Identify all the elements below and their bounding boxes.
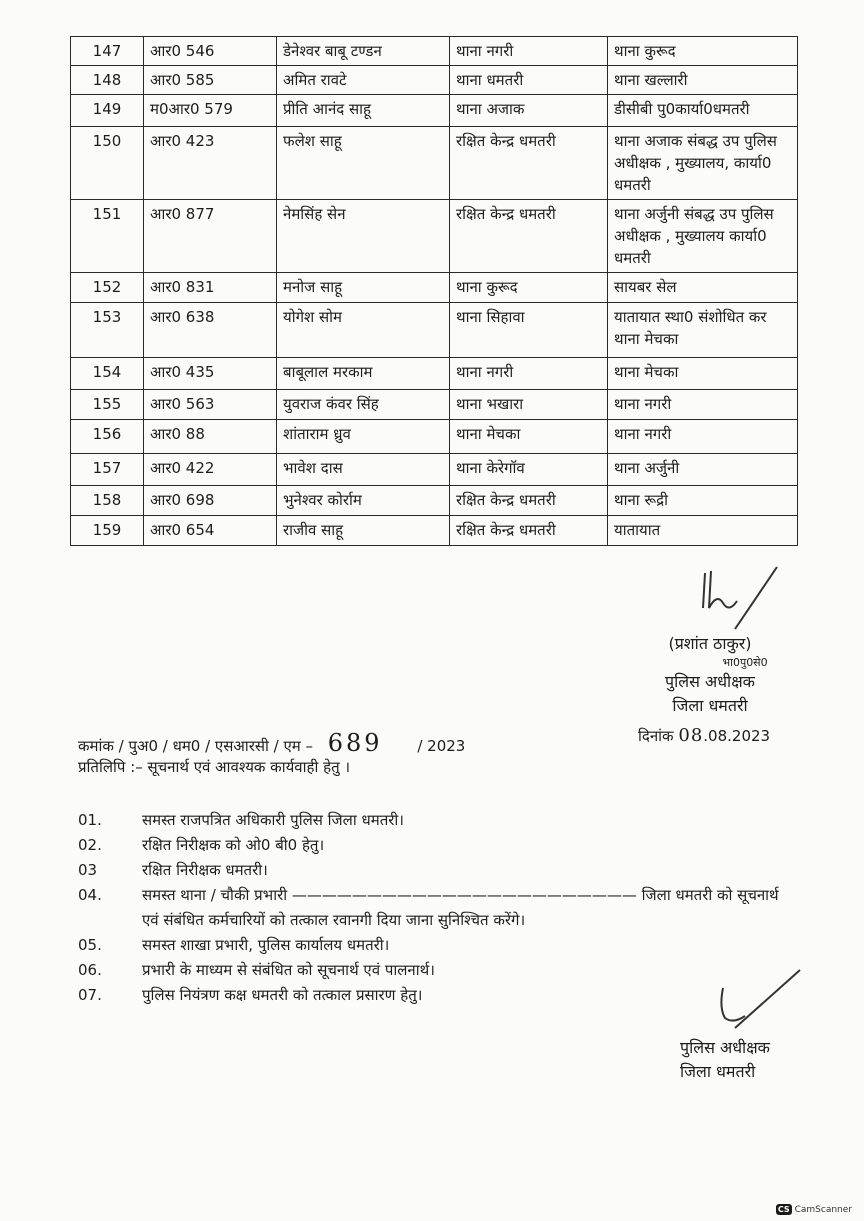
cell-from: रक्षित केन्द्र धमतरी [450,200,608,273]
cell-name: फलेश साहू [277,127,450,200]
date-rest: .08.2023 [703,727,771,745]
cell-name: भावेश दास [277,454,450,486]
cell-rank-no: आर0 422 [144,454,277,486]
cell-sno: 149 [71,95,144,127]
cell-to: थाना अर्जुनी [608,454,798,486]
cell-from: थाना नगरी [450,358,608,390]
cell-rank-no: आर0 654 [144,516,277,546]
cell-to: थाना नगरी [608,420,798,454]
cell-rank-no: आर0 88 [144,420,277,454]
cell-from: थाना मेचका [450,420,608,454]
signatory-designation: पुलिस अधीक्षक [665,672,755,691]
cell-name: भुनेश्वर कोर्राम [277,486,450,516]
cell-name: युवराज कंवर सिंह [277,390,450,420]
cell-to: यातायात स्था0 संशोधित कर थाना मेचका [608,303,798,358]
item-number: 07. [78,986,102,1004]
cell-rank-no: आर0 585 [144,66,277,95]
table-row [71,358,798,390]
cell-sno: 152 [71,273,144,303]
copy-list-item [78,808,798,833]
cell-rank-no: आर0 423 [144,127,277,200]
cell-from: थाना अजाक [450,95,608,127]
item-number: 06. [78,961,102,979]
table-row [71,127,798,200]
signatory-block [630,632,790,718]
cell-name: डेनेश्वर बाबू टण्डन [277,37,450,66]
copy-list-item [78,858,798,883]
cell-to: सायबर सेल [608,273,798,303]
table-row [71,66,798,95]
cell-rank-no: आर0 877 [144,200,277,273]
cell-rank-no: आर0 698 [144,486,277,516]
date-label: दिनांक [638,727,674,745]
cell-from: थाना धमतरी [450,66,608,95]
cell-from: रक्षित केन्द्र धमतरी [450,127,608,200]
table-row [71,95,798,127]
date-day: 08 [678,725,704,746]
cell-from: थाना केरेगॉव [450,454,608,486]
item-text: पुलिस नियंत्रण कक्ष धमतरी को तत्काल प्रसारण हेतु। [142,986,423,1004]
cell-rank-no: आर0 638 [144,303,277,358]
camscanner-watermark [776,1204,852,1215]
cell-to: यातायात [608,516,798,546]
cell-name: प्रीति आनंद साहू [277,95,450,127]
cell-to: थाना मेचका [608,358,798,390]
cell-name: नेमसिंह सेन [277,200,450,273]
copy-list-item [78,933,798,958]
signatory-district: जिला धमतरी [672,696,748,715]
cell-to: थाना अजाक संबद्ध उप पुलिस अधीक्षक , मुख्यालय, कार्या0 धमतरी [608,127,798,200]
reference-number: 689 [327,729,383,757]
cell-name: योगेश सोम [277,303,450,358]
table-row [71,273,798,303]
cell-rank-no: आर0 546 [144,37,277,66]
cell-to: थाना अर्जुनी संबद्ध उप पुलिस अधीक्षक , मुख्यालय कार्या0 धमतरी [608,200,798,273]
item-text: समस्त शाखा प्रभारी, पुलिस कार्यालय धमतरी। [142,936,390,954]
cell-sno: 158 [71,486,144,516]
reference-year: / 2023 [417,737,466,755]
cell-sno: 153 [71,303,144,358]
copy-list-item [78,833,798,858]
table-row [71,390,798,420]
camscanner-logo-icon: CS [777,1205,790,1214]
transfer-table [70,36,798,546]
footer-designation: पुलिस अधीक्षक [680,1038,770,1057]
cell-from: रक्षित केन्द्र धमतरी [450,516,608,546]
copy-list-item [78,958,798,983]
cell-name: शांताराम ध्रुव [277,420,450,454]
cell-rank-no: आर0 831 [144,273,277,303]
copy-list-item [78,983,798,1008]
reference-prefix: कमांक / पुअ0 / धम0 / एसआरसी / एम – [78,737,313,755]
reference-line [78,729,466,757]
table-row [71,303,798,358]
cell-sno: 157 [71,454,144,486]
cell-sno: 147 [71,37,144,66]
footer-sign-block [680,1036,770,1084]
cell-rank-no: आर0 563 [144,390,277,420]
item-text: प्रभारी के माध्यम से संबंधित को सूचनार्थ एवं पालनार्थ। [142,961,435,979]
cell-sno: 159 [71,516,144,546]
cell-to: डीसीबी पु0कार्या0धमतरी [608,95,798,127]
cell-sno: 150 [71,127,144,200]
item-text: रक्षित निरीक्षक धमतरी। [142,861,268,879]
cell-name: राजीव साहू [277,516,450,546]
cell-name: मनोज साहू [277,273,450,303]
item-number: 05. [78,936,102,954]
copy-line: प्रतिलिपि :– सूचनार्थ एवं आवश्यक कार्यवाही हेतु । [78,758,351,776]
table-row [71,516,798,546]
table-row [71,486,798,516]
cell-sno: 156 [71,420,144,454]
cell-sno: 155 [71,390,144,420]
item-text: समस्त थाना / चौकी प्रभारी ——————————————————————— जिला धमतरी को सूचनार्थ एवं संबंधित कर्मचारियों को तत्काल रवानगी दिया जाना सुनिश्चित करेंगे। [142,886,779,929]
cell-name: बाबूलाल मरकाम [277,358,450,390]
footer-district: जिला धमतरी [680,1062,756,1081]
signature-top [695,563,790,633]
cell-sno: 154 [71,358,144,390]
item-text: समस्त राजपत्रित अधिकारी पुलिस जिला धमतरी। [142,811,404,829]
item-number: 03 [78,861,98,879]
camscanner-label: CamScanner [794,1204,852,1215]
cell-to: थाना रूद्री [608,486,798,516]
signatory-service: भा0पु0से0 [722,656,768,669]
date-line [638,725,770,747]
item-number: 02. [78,836,102,854]
cell-from: थाना भखारा [450,390,608,420]
cell-sno: 148 [71,66,144,95]
cell-to: थाना खल्लारी [608,66,798,95]
table-row [71,37,798,66]
cell-rank-no: म0आर0 579 [144,95,277,127]
cell-sno: 151 [71,200,144,273]
cell-to: थाना नगरी [608,390,798,420]
cell-from: थाना नगरी [450,37,608,66]
item-number: 01. [78,811,102,829]
cell-to: थाना कुरूद [608,37,798,66]
signatory-name: (प्रशांत ठाकुर) [668,634,752,653]
table-row [71,454,798,486]
cell-name: अमित रावटे [277,66,450,95]
table-row [71,420,798,454]
table-row [71,200,798,273]
item-text: रक्षित निरीक्षक को ओ0 बी0 हेतु। [142,836,325,854]
copy-list [78,808,798,1008]
cell-from: थाना कुरूद [450,273,608,303]
cell-from: थाना सिहावा [450,303,608,358]
copy-list-item [78,883,798,933]
cell-rank-no: आर0 435 [144,358,277,390]
item-number: 04. [78,886,102,904]
cell-from: रक्षित केन्द्र धमतरी [450,486,608,516]
